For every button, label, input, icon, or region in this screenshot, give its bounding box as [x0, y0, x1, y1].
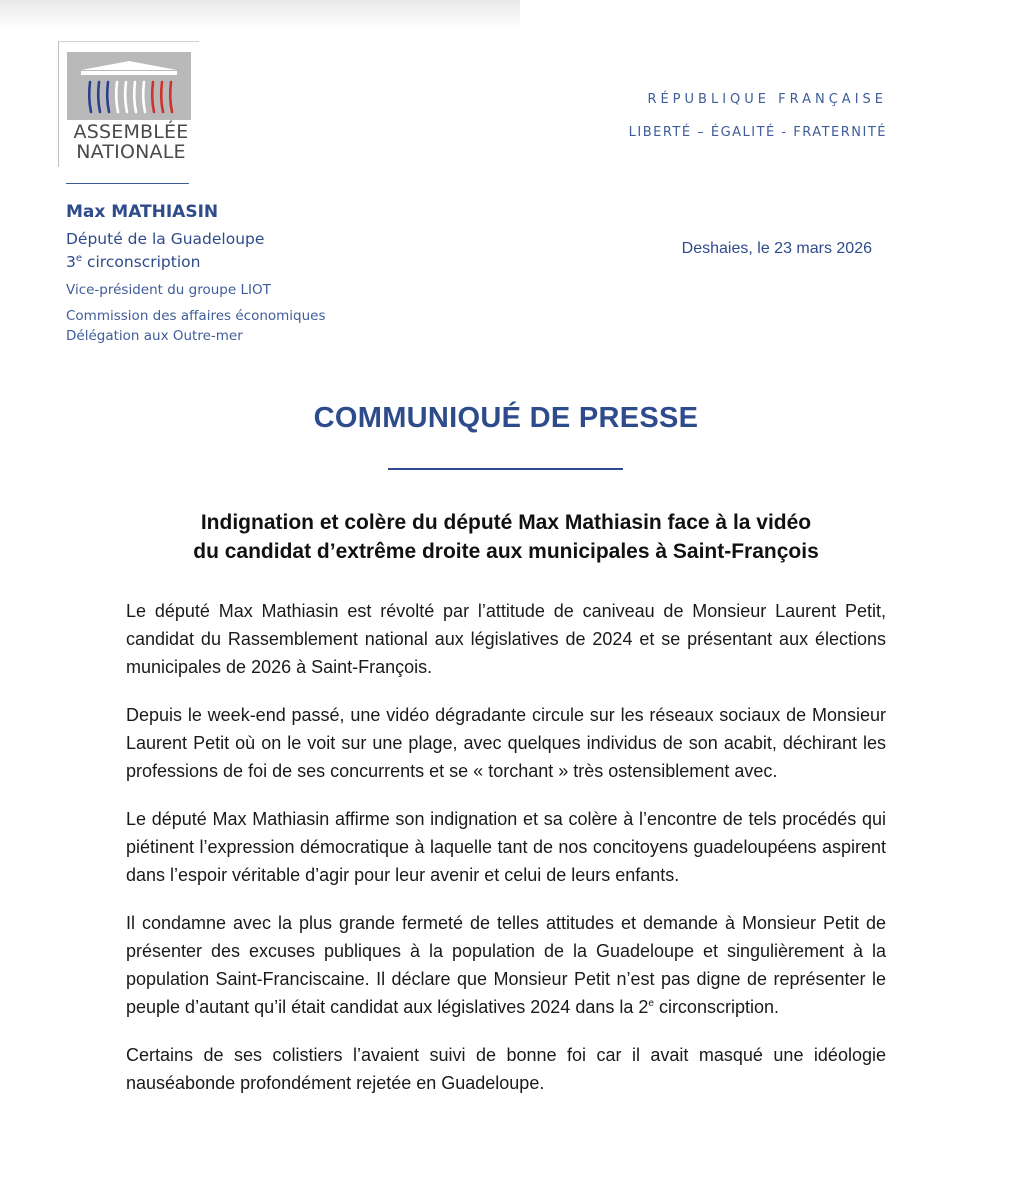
- body-text: [126, 597, 886, 1117]
- paragraph-5: Certains de ses colistiers l’avaient suivi de bonne foi car il avait masqué une idéologie nauséabonde profondément rejetée en Guadeloupe.: [126, 1045, 886, 1093]
- sender-constituency: [66, 251, 326, 274]
- republic-motto: LIBERTÉ – ÉGALITÉ - FRATERNITÉ: [628, 125, 887, 140]
- sender-name: Max MATHIASIN: [66, 202, 219, 222]
- sender-commission: Commission des affaires économiques: [66, 308, 326, 324]
- sender-vp: Vice-président du groupe LIOT: [66, 282, 271, 298]
- paragraph-4: [126, 909, 886, 1021]
- republic-header: [629, 92, 887, 140]
- logo-line-2: NATIONALE: [76, 141, 186, 163]
- top-shadow: [0, 0, 520, 30]
- paragraph-4-sup: e: [648, 998, 654, 1009]
- constituency-number: 3: [66, 253, 76, 271]
- logo-wordmark: [67, 122, 195, 162]
- page-title: COMMUNIQUÉ DE PRESSE: [313, 402, 699, 434]
- paragraph-2: Depuis le week-end passé, une vidéo dégradante circule sur les réseaux sociaux de Monsieur Laurent Petit où on le voit sur une plage, avec quelques individus de son acabit, déchirant les professions de foi de ses concurrents et se « torchant » très ostensiblement avec.: [126, 705, 886, 781]
- headline-line-1: Indignation et colère du député Max Mathiasin face à la vidéo: [200, 511, 812, 534]
- constituency-text: circonscription: [82, 253, 201, 271]
- headline-line-2: du candidat d’extrême droite aux municipales à Saint-François: [193, 540, 819, 563]
- document-date: Deshaies, le 23 mars 2026: [681, 240, 872, 257]
- sender-delegation: Délégation aux Outre-mer: [66, 328, 243, 344]
- assemblee-nationale-logo: [58, 41, 199, 167]
- paragraph-3: Le député Max Mathiasin affirme son indignation et sa colère à l’encontre de tels procédés qui piétinent l’expression démocratique à laquelle tant de nos concitoyens guadeloupéens aspirent dans l’espoir véritable d’agir pour leur avenir et celui de leurs enfants.: [126, 809, 886, 885]
- logo-line-1: ASSEMBLÉE: [73, 121, 189, 143]
- logo-divider: [66, 183, 189, 184]
- republic-name: RÉPUBLIQUE FRANÇAISE: [647, 92, 887, 107]
- title-underline: [388, 468, 623, 470]
- paragraph-4-main: Il condamne avec la plus grande fermeté de telles attitudes et demande à Monsieur Petit de présenter des excuses publiques à la population de la Guadeloupe et singulièrement à la population Saint-Franciscaine. Il déclare que Monsieur Petit n’est pas digne de représenter le peuple d’autant qu’il était candidat aux législatives 2024 dans la 2: [126, 913, 886, 1017]
- constituency-sup: e: [75, 252, 83, 264]
- paragraph-1: Le député Max Mathiasin est révolté par l’attitude de caniveau de Monsieur Laurent Petit, candidat du Rassemblement national aux législatives de 2024 et se présentant aux élections municipales de 2026 à Saint-François.: [126, 601, 886, 677]
- paragraph-4-end: circonscription.: [653, 997, 779, 1017]
- sender-role: Député de la Guadeloupe: [66, 230, 265, 248]
- hemicycle-icon: [67, 52, 191, 120]
- sender-block: [66, 202, 326, 346]
- headline: [60, 508, 952, 566]
